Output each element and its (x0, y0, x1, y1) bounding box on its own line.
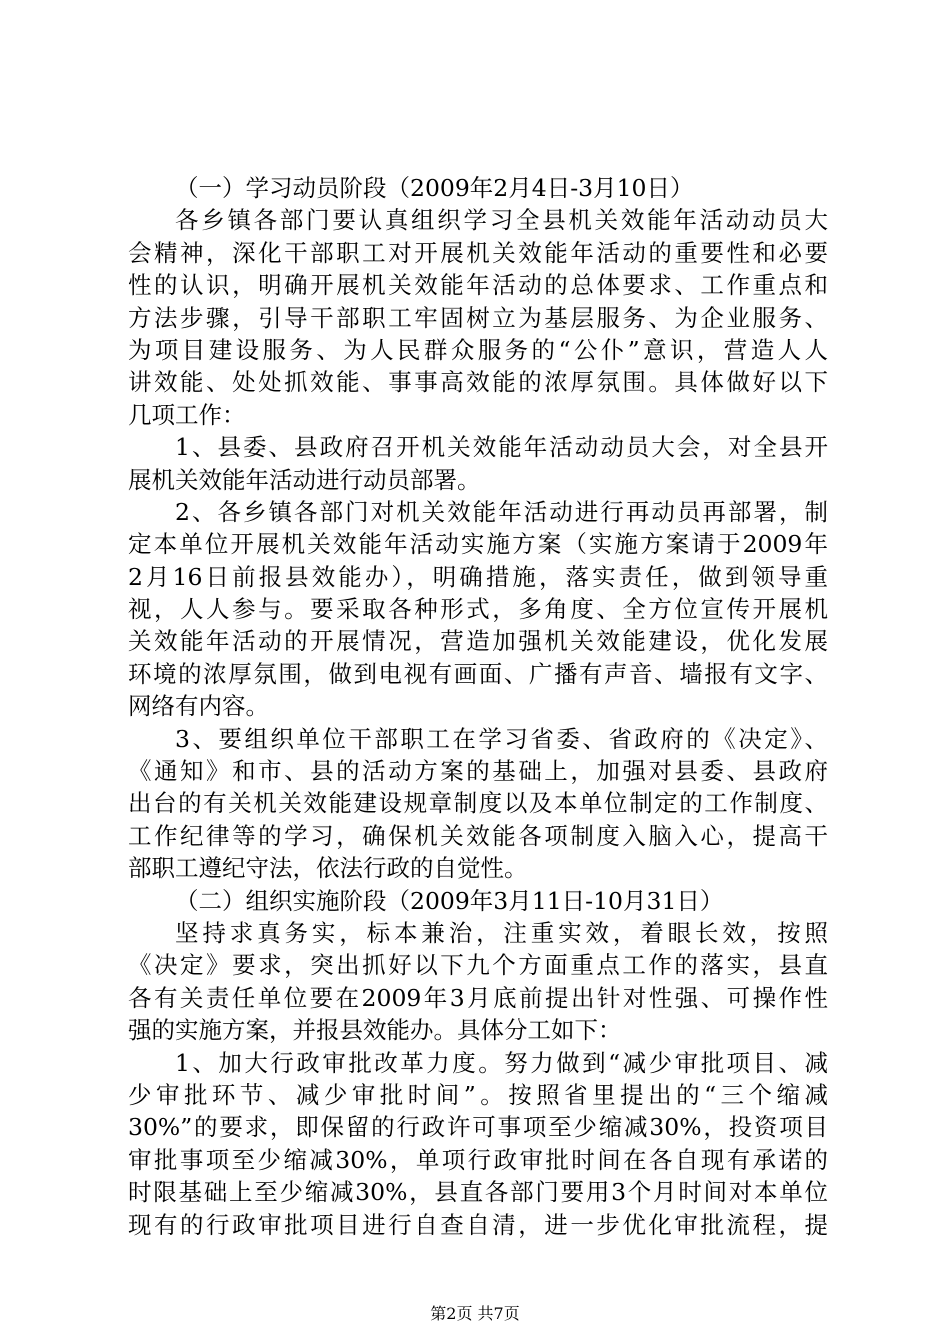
paragraph-line: 2月16日前报县效能办），明确措施，落实责任，做到领导重 (128, 562, 828, 591)
paragraph-line: 现有的行政审批项目进行自查自清，进一步优化审批流程，提 (128, 1210, 828, 1239)
paragraph-line: 为项目建设服务、为人民群众服务的“公仆”意识，营造人人 (128, 335, 828, 364)
paragraph-line: 工作纪律等的学习，确保机关效能各项制度入脑入心，提高干 (128, 821, 828, 850)
paragraph-line: 讲效能、处处抓效能、事事高效能的浓厚氛围。具体做好以下 (128, 368, 828, 397)
paragraph-line: 1、加大行政审批改革力度。努力做到“减少审批项目、减 (175, 1048, 828, 1077)
paragraph-line: 3、要组织单位干部职工在学习省委、省政府的《决定》、 (175, 724, 828, 753)
paragraph-line: 2、各乡镇各部门对机关效能年活动进行再动员再部署，制 (175, 497, 828, 526)
paragraph-line: 《决定》要求，突出抓好以下九个方面重点工作的落实，县直 (128, 951, 828, 980)
paragraph-line: 各乡镇各部门要认真组织学习全县机关效能年活动动员大 (175, 206, 828, 235)
paragraph-line: 时限基础上至少缩减30%，县直各部门要用3个月时间对本单位 (128, 1178, 828, 1207)
paragraph-line: 展机关效能年活动进行动员部署。 (128, 465, 481, 494)
paragraph-line: 网络有内容。 (128, 692, 269, 721)
section-heading: （一）学习动员阶段（2009年2月4日-3月10日） (175, 174, 694, 202)
paragraph-line: 会精神，深化干部职工对开展机关效能年活动的重要性和必要 (128, 238, 828, 267)
paragraph-line: 环境的浓厚氛围，做到电视有画面、广播有声音、墙报有文字、 (128, 659, 828, 688)
paragraph-line: 30%”的要求，即保留的行政许可事项至少缩减30%，投资项目 (128, 1113, 828, 1142)
paragraph-line: 性的认识，明确开展机关效能年活动的总体要求、工作重点和 (128, 271, 828, 300)
paragraph-line: 强的实施方案，并报县效能办。具体分工如下： (128, 1016, 622, 1045)
paragraph-line: 关效能年活动的开展情况，营造加强机关效能建设，优化发展 (128, 627, 828, 656)
paragraph-line: 1、县委、县政府召开机关效能年活动动员大会，对全县开 (175, 433, 828, 462)
paragraph-line: 各有关责任单位要在2009年3月底前提出针对性强、可操作性 (128, 983, 828, 1012)
paragraph-line: 方法步骤，引导干部职工牢固树立为基层服务、为企业服务、 (128, 303, 828, 332)
page-footer: 第2页 共7页 (430, 1304, 520, 1323)
paragraph-line: 少审批环节、减少审批时间”。按照省里提出的“三个缩减 (128, 1080, 828, 1109)
document-body (128, 172, 828, 1241)
paragraph-line: 坚持求真务实，标本兼治，注重实效，着眼长效，按照 (175, 918, 828, 947)
paragraph-line: 定本单位开展机关效能年活动实施方案（实施方案请于2009年 (128, 530, 828, 559)
paragraph-line: 出台的有关机关效能建设规章制度以及本单位制定的工作制度、 (128, 789, 828, 818)
paragraph-line: 几项工作： (128, 400, 246, 429)
paragraph-line: 视，人人参与。要采取各种形式，多角度、全方位宣传开展机 (128, 595, 828, 624)
paragraph-line: 《通知》和市、县的活动方案的基础上，加强对县委、县政府 (128, 757, 828, 786)
section-heading: （二）组织实施阶段（2009年3月11日-10月31日） (175, 886, 724, 915)
paragraph-line: 部职工遵纪守法，依法行政的自觉性。 (128, 854, 528, 883)
paragraph-line: 审批事项至少缩减30%，单项行政审批时间在各自现有承诺的 (128, 1145, 828, 1174)
